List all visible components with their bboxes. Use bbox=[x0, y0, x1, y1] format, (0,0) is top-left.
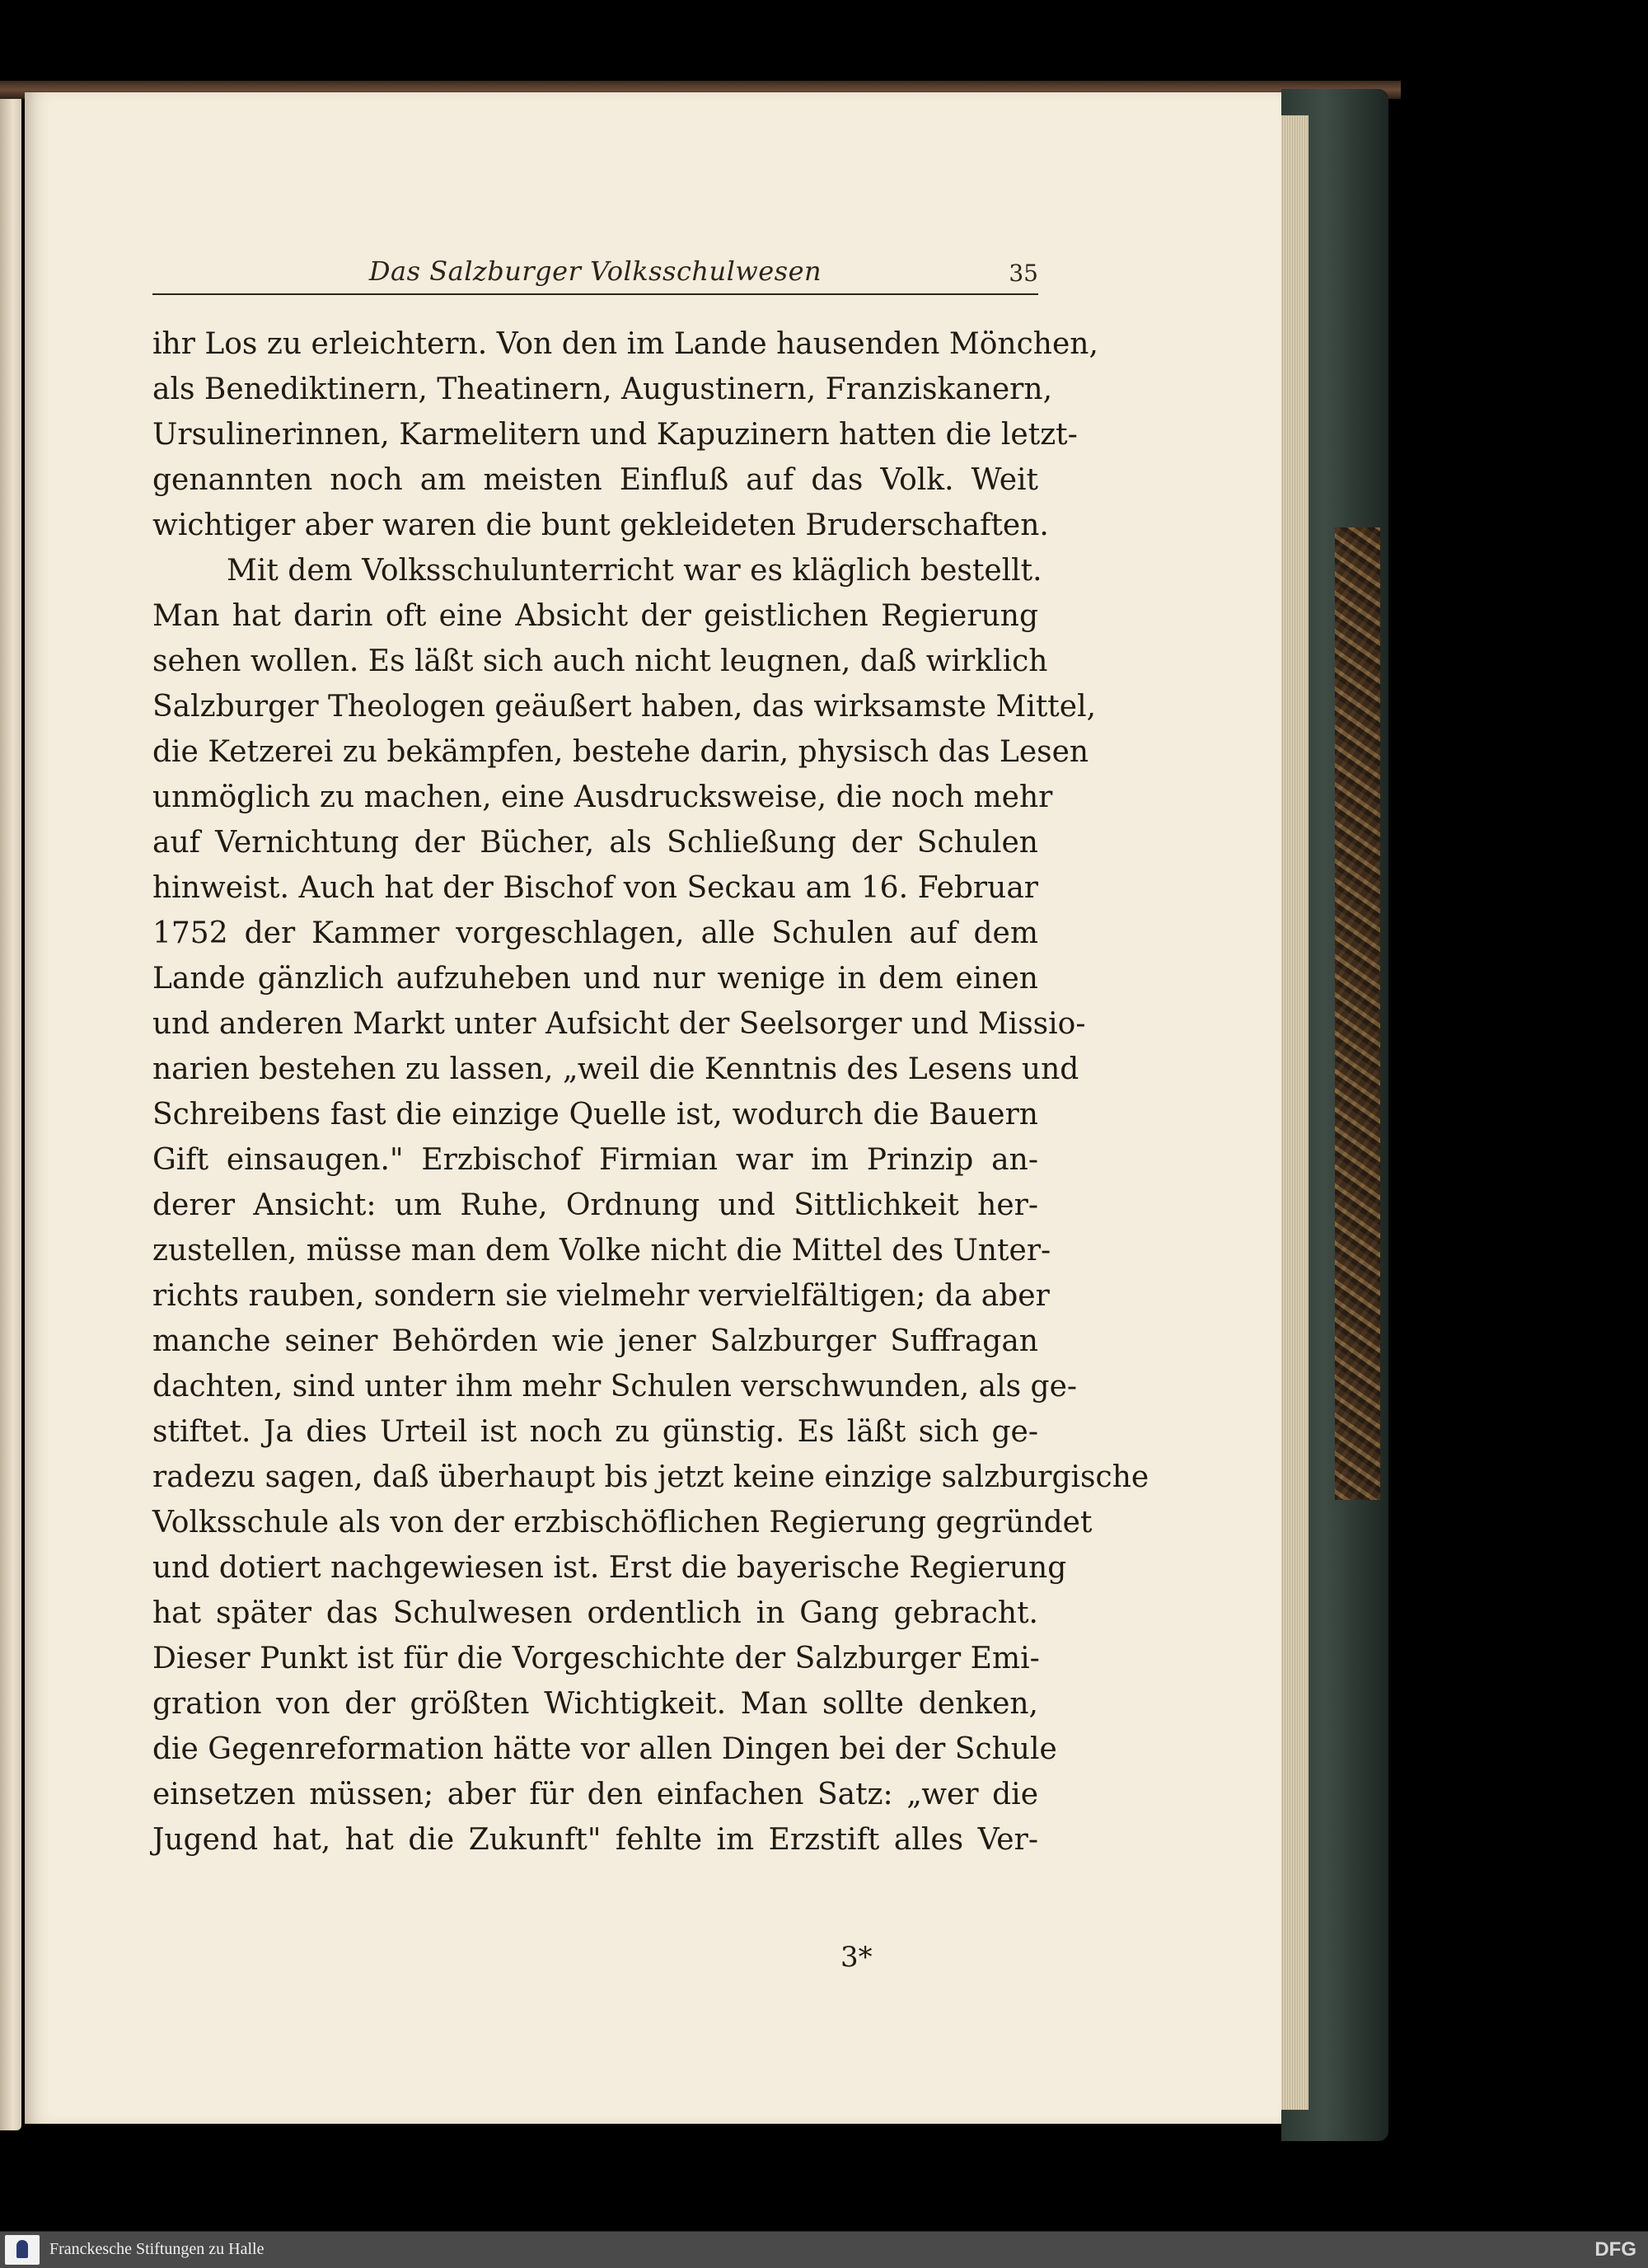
text-line: einsetzen müssen; aber für den einfachen Satz: „wer die bbox=[152, 1778, 1038, 1811]
text-line: Jugend hat, hat die Zukunft" fehlte im Erzstift alles Ver- bbox=[152, 1823, 1038, 1857]
text-line: zustellen, müsse man dem Volke nicht die Mittel des Unter- bbox=[152, 1234, 1051, 1268]
text-line: derer Ansicht: um Ruhe, Ordnung und Sittlichkeit her- bbox=[152, 1188, 1038, 1222]
text-line: hat später das Schulwesen ordentlich in Gang gebracht. bbox=[152, 1596, 1038, 1630]
text-line: dachten, sind unter ihm mehr Schulen verschwunden, als ge- bbox=[152, 1370, 1078, 1403]
text-line: Man hat darin oft eine Absicht der geistlichen Regierung bbox=[152, 599, 1038, 633]
running-head bbox=[152, 244, 1038, 295]
text-line: 1752 der Kammer vorgeschlagen, alle Schulen auf dem bbox=[152, 916, 1038, 950]
institution-logo bbox=[5, 2235, 40, 2265]
text-line: ihr Los zu erleichtern. Von den im Lande hausenden Mönchen, bbox=[152, 327, 1098, 361]
text-line: Schreibens fast die einzige Quelle ist, wodurch die Bauern bbox=[152, 1098, 1038, 1132]
text-line: Dieser Punkt ist für die Vorgeschichte der Salzburger Emi- bbox=[152, 1642, 1040, 1675]
text-line: sehen wollen. Es läßt sich auch nicht leugnen, daß wirklich bbox=[152, 644, 1048, 678]
text-line: stiftet. Ja dies Urteil ist noch zu günstig. Es läßt sich ge- bbox=[152, 1415, 1038, 1449]
text-line: radezu sagen, daß überhaupt bis jetzt keine einzige salzburgische bbox=[152, 1460, 1149, 1494]
text-line: auf Vernichtung der Bücher, als Schließung der Schulen bbox=[152, 826, 1038, 860]
text-line: und anderen Markt unter Aufsicht der Seelsorger und Missio- bbox=[152, 1007, 1086, 1041]
text-line: hinweist. Auch hat der Bischof von Seckau am 16. Februar bbox=[152, 871, 1038, 905]
text-line: genannten noch am meisten Einfluß auf das Volk. Weit bbox=[152, 463, 1038, 497]
text-line: Ursulinerinnen, Karmelitern und Kapuzinern hatten die letzt- bbox=[152, 418, 1078, 452]
text-line: unmöglich zu machen, eine Ausdrucksweise, die noch mehr bbox=[152, 780, 1053, 814]
signature-mark: 3* bbox=[840, 1941, 873, 1974]
dfg-label: DFG bbox=[1594, 2238, 1636, 2261]
text-line: Salzburger Theologen geäußert haben, das wirksamste Mittel, bbox=[152, 690, 1097, 724]
text-line: gration von der größten Wichtigkeit. Man sollte denken, bbox=[152, 1687, 1038, 1721]
text-line: Mit dem Volksschulunterricht war es kläglich bestellt. bbox=[227, 554, 1042, 588]
footer-bar bbox=[0, 2231, 1648, 2268]
text-line: die Ketzerei zu bekämpfen, bestehe darin, physisch das Lesen bbox=[152, 735, 1089, 769]
text-line: als Benediktinern, Theatinern, Augustinern, Franziskanern, bbox=[152, 373, 1053, 406]
marbled-cover-strip bbox=[1335, 527, 1380, 1500]
text-line: wichtiger aber waren die bunt gekleideten Bruderschaften. bbox=[152, 508, 1049, 542]
logo-mark-icon bbox=[16, 2240, 28, 2258]
text-line: manche seiner Behörden wie jener Salzburger Suffragan bbox=[152, 1324, 1038, 1358]
text-line: und dotiert nachgewiesen ist. Erst die bayerische Regierung bbox=[152, 1551, 1067, 1585]
text-line: die Gegenreformation hätte vor allen Dingen bei der Schule bbox=[152, 1732, 1057, 1766]
running-title: Das Salzburger Volksschulwesen bbox=[368, 255, 822, 287]
page-number: 35 bbox=[1009, 260, 1038, 287]
text-line: Gift einsaugen." Erzbischof Firmian war im Prinzip an- bbox=[152, 1143, 1038, 1177]
text-line: Volksschule als von der erzbischöflichen Regierung gegründet bbox=[152, 1506, 1093, 1539]
text-line: Lande gänzlich aufzuheben und nur wenige in dem einen bbox=[152, 962, 1038, 996]
left-page-edge bbox=[0, 91, 21, 2130]
institution-label: Franckesche Stiftungen zu Halle bbox=[49, 2240, 265, 2258]
body-text bbox=[152, 321, 1149, 1863]
text-line: narien bestehen zu lassen, „weil die Kenntnis des Lesens und bbox=[152, 1052, 1079, 1086]
text-line: richts rauben, sondern sie vielmehr vervielfältigen; da aber bbox=[152, 1279, 1050, 1313]
